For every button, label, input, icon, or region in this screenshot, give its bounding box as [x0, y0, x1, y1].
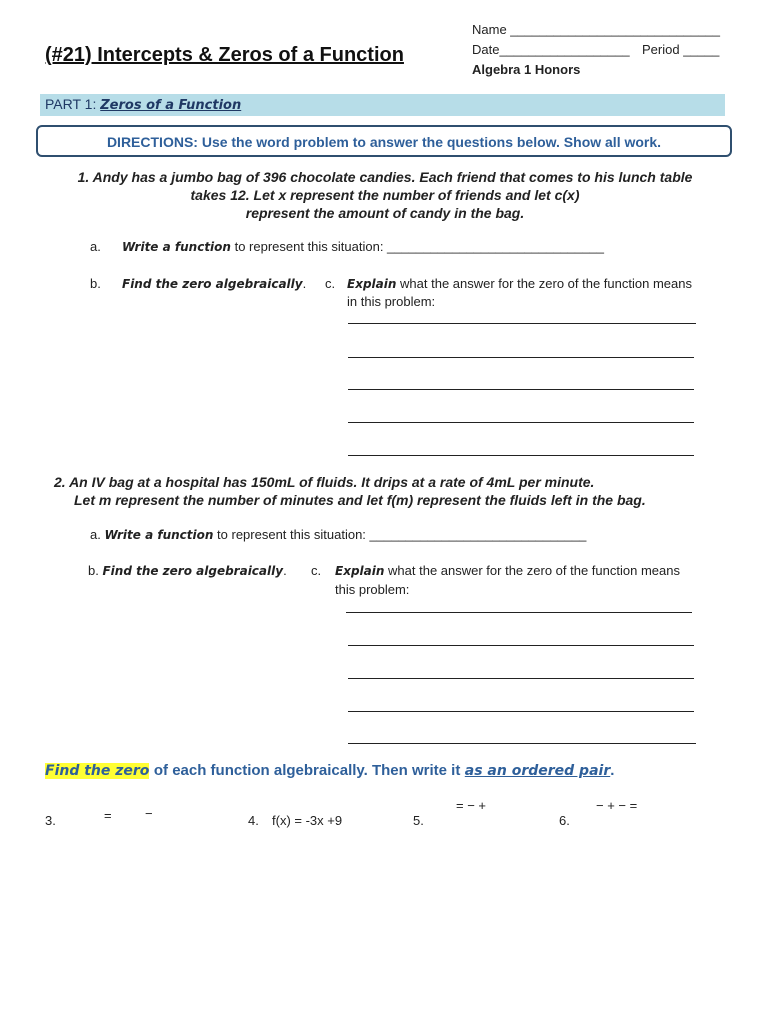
directions-box	[36, 125, 732, 157]
q2-a-letter: a.	[90, 527, 101, 542]
period-field[interactable]: Period _____	[642, 42, 720, 57]
q2-answer-line[interactable]	[348, 743, 696, 744]
q1-number: 1.	[77, 169, 90, 185]
instructions-highlight: Find the zero	[45, 763, 150, 779]
q1-c-bold: Explain	[347, 277, 397, 291]
q1-c-text	[347, 276, 692, 291]
q1-b-letter: b.	[90, 276, 101, 291]
q1-answer-line[interactable]	[348, 323, 696, 324]
q2-answer-line[interactable]	[348, 711, 694, 712]
q1-b-text: Find the zero algebraically.	[122, 276, 307, 291]
part1-label: PART 1:	[45, 96, 97, 112]
problem-3-number: 3.	[45, 813, 56, 828]
q2-answer-line[interactable]	[346, 612, 692, 613]
q1-answer-line[interactable]	[348, 422, 694, 423]
part1-banner	[40, 94, 725, 116]
q2-answer-line[interactable]	[348, 645, 694, 646]
q2-a-text	[90, 527, 586, 542]
page-title: (#21) Intercepts & Zeros of a Function	[45, 44, 404, 66]
q1-a-bold: Write a function	[122, 240, 231, 254]
q2-line2: Let m represent the number of minutes and let f(m) represent the fluids left in the bag.	[74, 492, 646, 508]
q2-c-rest: what the answer for the zero of the function means	[388, 563, 680, 578]
problem-4-number: 4.	[248, 813, 259, 828]
q1-a-rest[interactable]: to represent this situation: ______________________________	[234, 239, 604, 254]
problem-6-number: 6.	[559, 813, 570, 828]
q2-b-letter: b.	[88, 563, 99, 578]
problem-6-equation: − + − =	[596, 798, 638, 813]
q2-line1: 2. An IV bag at a hospital has 150mL of fluids. It drips at a rate of 4mL per minute.	[54, 474, 595, 490]
q1-c-rest: what the answer for the zero of the function means	[400, 276, 692, 291]
problem-5-equation: = − +	[456, 798, 486, 813]
q2-a-rest[interactable]: to represent this situation: ______________________________	[217, 527, 587, 542]
q2-b-bold: Find the zero algebraically	[102, 564, 284, 578]
q1-c-rest2: in this problem:	[347, 294, 436, 309]
q2-a-bold: Write a function	[104, 528, 214, 542]
problem-3-equals: =	[104, 808, 112, 823]
problem-3-minus: −	[145, 806, 153, 821]
instructions-underline: as an ordered pair	[464, 763, 611, 779]
q1-answer-line[interactable]	[348, 455, 694, 456]
problem-5-number: 5.	[413, 813, 424, 828]
instructions: Find the zero of each function algebraically. Then write it as an ordered pair.	[45, 762, 615, 779]
q2-answer-line[interactable]	[348, 678, 694, 679]
q1-line2: takes 12. Let x represent the number of friends and let c(x)	[190, 187, 580, 203]
problem-4-equation: f(x) = -3x +9	[272, 813, 343, 828]
q2-number: 2.	[54, 474, 66, 490]
q2-c-text	[335, 563, 680, 578]
q1-a-letter: a.	[90, 239, 101, 254]
date-field[interactable]: Date__________________	[472, 42, 630, 57]
q1-line1: 1. Andy has a jumbo bag of 396 chocolate candies. Each friend that comes to his lunch table	[77, 169, 693, 185]
instructions-middle: of each function algebraically. Then write it	[153, 762, 461, 779]
q1-c-letter: c.	[325, 276, 336, 291]
part1-subtitle: Zeros of a Function	[100, 98, 242, 113]
q1-b-bold: Find the zero algebraically	[122, 277, 303, 291]
q1-line3: represent the amount of candy in the bag.	[245, 205, 525, 221]
q1-answer-line[interactable]	[348, 389, 694, 390]
course-label: Algebra 1 Honors	[472, 62, 581, 77]
name-field[interactable]: Name _____________________________	[472, 22, 720, 37]
q2-b-text: b. Find the zero algebraically.	[88, 563, 287, 578]
q2-c-rest2: this problem:	[335, 582, 410, 597]
q1-answer-line[interactable]	[348, 357, 694, 358]
directions-text: DIRECTIONS: Use the word problem to answer the questions below. Show all work.	[106, 134, 662, 150]
q2-c-bold: Explain	[335, 564, 385, 578]
q2-c-letter: c.	[311, 563, 322, 578]
q1-a-text	[122, 239, 604, 254]
